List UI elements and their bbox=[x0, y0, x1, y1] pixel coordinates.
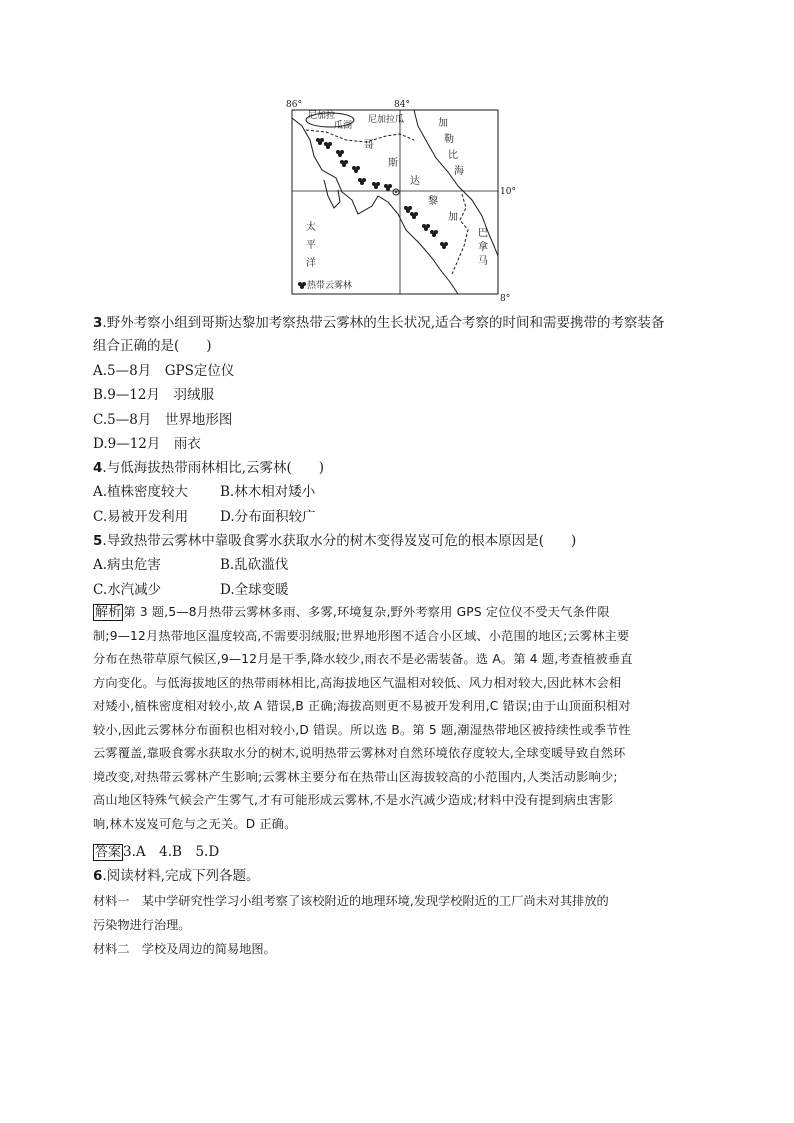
capital-dot bbox=[395, 191, 397, 193]
costa-rica-map bbox=[282, 96, 516, 306]
costarica-char-1: 哥 bbox=[364, 140, 374, 151]
question-4-option-d[interactable]: D.分布面积较广 bbox=[220, 509, 316, 525]
analysis-line-5: 对矮小,植株密度相对较小,故 A 错误,B 正确;海拔高则更不易被开发利用,C 错误;由于山顶面积相对 bbox=[93, 699, 631, 713]
map-svg bbox=[282, 96, 516, 306]
pacific-char-3: 洋 bbox=[306, 258, 316, 269]
answer-text: 3.A 4.B 5.D bbox=[123, 844, 220, 860]
answer-line bbox=[93, 842, 219, 862]
question-5-option-a[interactable]: A.病虫危害 bbox=[93, 557, 162, 573]
analysis-line-6: 较小,因此云雾林分布面积也相对较小,D 错误。所以选 B。第 5 题,潮湿热带地区被持续性或季节性 bbox=[93, 722, 631, 737]
cloud-forest-icon bbox=[336, 150, 344, 157]
question-3-option-c[interactable]: C.5—8月 世界地形图 bbox=[93, 412, 233, 428]
panama-char-2: 拿 bbox=[478, 242, 488, 253]
question-5-option-b[interactable]: B.乱砍滥伐 bbox=[220, 557, 289, 573]
answer-tag: 答案 bbox=[95, 845, 122, 860]
analysis-line-10: 响,林木岌岌可危与之无关。D 正确。 bbox=[93, 816, 297, 831]
question-5-stem-line bbox=[93, 531, 576, 551]
cloud-forest-icon bbox=[404, 206, 412, 213]
cloud-forest-icon bbox=[358, 178, 366, 185]
analysis-line-9: 高山地区特殊气候会产生雾气,才有可能形成云雾林,不是水汽减少造成;材料中没有提到病虫害影 bbox=[93, 793, 614, 807]
lon-86-label: 86° bbox=[286, 100, 302, 110]
question-3-stem-line1 bbox=[93, 313, 665, 333]
question-4-stem-line bbox=[93, 458, 324, 478]
lake-label: 瓜湖 bbox=[334, 121, 353, 131]
pacific-char-1: 太 bbox=[306, 222, 316, 233]
question-6-stem: .阅读材料,完成下列各题。 bbox=[102, 868, 260, 884]
question-6-number: 6 bbox=[93, 868, 103, 884]
question-4-option-c[interactable]: C.易被开发利用 bbox=[93, 509, 189, 525]
cloud-forest-icon bbox=[316, 138, 324, 145]
lon-84-label: 84° bbox=[394, 100, 410, 110]
caribbean-char-1: 加 bbox=[438, 118, 448, 129]
costarica-char-3: 达 bbox=[410, 176, 420, 187]
analysis-line-2: 制;9—12月热带地区温度较高,不需要羽绒服;世界地形图不适合小区域、小范围的地区;云雾林主要 bbox=[93, 628, 630, 643]
cloud-forest-icon bbox=[410, 212, 418, 219]
analysis-tag: 解析 bbox=[95, 605, 122, 620]
cloud-forest-icon bbox=[352, 166, 360, 173]
analysis-line-8: 境改变,对热带云雾林产生影响;云雾林主要分布在热带山区海拔较高的小范围内,人类活动影响少; bbox=[93, 769, 618, 784]
question-3-option-b[interactable]: B.9—12月 羽绒服 bbox=[93, 387, 214, 403]
question-4-option-b[interactable]: B.林木相对矮小 bbox=[220, 484, 316, 500]
analysis-line-3: 分布在热带草原气候区,9—12月是干季,降水较少,雨衣不是必需装备。选 A。第 4 题,考查植被垂直 bbox=[93, 652, 633, 666]
material-1-line-1: 材料一 某中学研究性学习小组考察了该校附近的地理环境,发现学校附近的工厂尚未对其排放的 bbox=[93, 894, 609, 908]
costarica-char-5: 加 bbox=[448, 212, 458, 223]
nicaragua-label-2: 尼加拉瓜 bbox=[368, 115, 405, 125]
question-3-number: 3 bbox=[93, 315, 103, 331]
cloud-forest-icon bbox=[384, 184, 392, 191]
cloud-forest-icon bbox=[340, 160, 348, 167]
question-6-stem-line bbox=[93, 866, 260, 886]
analysis-line-4: 方向变化。与低海拔地区的热带雨林相比,高海拔地区气温相对较低、风力相对较大,因此林木会相 bbox=[93, 675, 622, 690]
cloud-forest-icon bbox=[372, 182, 380, 189]
material-1-line-2: 污染物进行治理。 bbox=[93, 918, 191, 932]
legend-forest-icon bbox=[298, 282, 306, 289]
question-4-number: 4 bbox=[93, 460, 103, 476]
question-5-stem: .导致热带云雾林中靠吸食雾水获取水分的树木变得岌岌可危的根本原因是( ) bbox=[102, 533, 577, 549]
analysis-line-7: 云雾覆盖,靠吸食雾水获取水分的树木,说明热带云雾林对自然环境依存度较大,全球变暖导致自然环 bbox=[93, 746, 626, 760]
question-3-option-d[interactable]: D.9—12月 雨衣 bbox=[93, 436, 201, 452]
costarica-char-4: 黎 bbox=[428, 196, 438, 207]
lat-8-label: 8° bbox=[500, 294, 511, 304]
nicaragua-label-1: 尼加拉 bbox=[308, 111, 336, 121]
costarica-char-2: 斯 bbox=[388, 158, 398, 169]
lat-10-label: 10° bbox=[500, 187, 516, 197]
cloud-forest-markers bbox=[316, 138, 448, 249]
cloud-forest-icon bbox=[440, 242, 448, 249]
cloud-forest-icon bbox=[422, 224, 430, 231]
caribbean-char-4: 海 bbox=[454, 166, 464, 177]
map-frame bbox=[292, 110, 498, 294]
cloud-forest-icon bbox=[430, 230, 438, 237]
pacific-char-2: 平 bbox=[306, 240, 316, 251]
question-5-number: 5 bbox=[93, 533, 103, 549]
material-2-line: 材料二 学校及周边的简易地图。 bbox=[93, 942, 276, 956]
analysis-line-1: 解析 第 3 题,5—8月热带云雾林多雨、多雾,环境复杂,野外考察用 GPS 定位仪不受天气条件限 bbox=[95, 605, 610, 620]
question-4-stem: .与低海拔热带雨林相比,云雾林( ) bbox=[102, 460, 325, 476]
nicoya-peninsula bbox=[324, 180, 340, 208]
legend-label: 热带云雾林 bbox=[307, 281, 353, 291]
caribbean-char-3: 比 bbox=[448, 150, 458, 161]
panama-char-3: 马 bbox=[478, 256, 488, 267]
question-5-option-d[interactable]: D.全球变暖 bbox=[220, 582, 289, 598]
question-3-stem: .野外考察小组到哥斯达黎加考察热带云雾林的生长状况,适合考察的时间和需要携带的考察装备 bbox=[102, 315, 665, 331]
cloud-forest-icon bbox=[324, 142, 332, 149]
question-5-option-c[interactable]: C.水汽减少 bbox=[93, 582, 162, 598]
question-3-stem-line2: 组合正确的是( ) bbox=[93, 338, 212, 354]
question-3-option-a[interactable]: A.5—8月 GPS定位仪 bbox=[93, 363, 235, 379]
map-legend bbox=[298, 279, 352, 291]
panama-border bbox=[452, 194, 468, 274]
analysis-block bbox=[93, 601, 705, 836]
caribbean-char-2: 勒 bbox=[444, 134, 454, 145]
panama-char-1: 巴 bbox=[478, 228, 488, 239]
question-4-option-a[interactable]: A.植株密度较大 bbox=[93, 484, 189, 500]
